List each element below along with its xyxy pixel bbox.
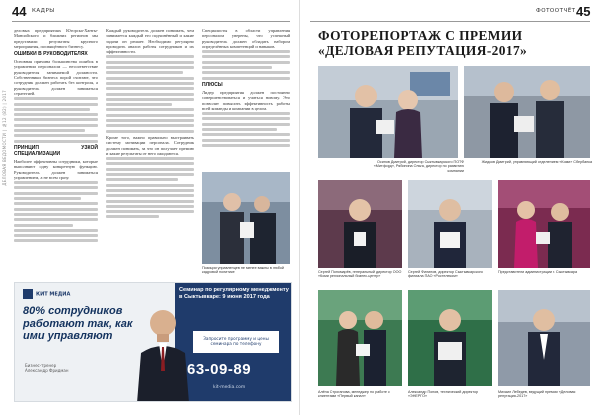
- report-title-line-1: ФОТОРЕПОРТАЖ С ПРЕМИИ: [318, 28, 523, 43]
- report-title-line-2: «ДЕЛОВАЯ РЕПУТАЦИЯ-2017»: [318, 43, 528, 58]
- caption-4: Сергей Филипов, директор Сыктывкарского филиала ПАО «Ростелеком»: [408, 270, 483, 279]
- photo-2: [464, 66, 590, 158]
- left-column-1: [14, 28, 98, 276]
- col3-paragraph-1: Специалисты в области управления персоналом уверены, что успешный руководитель должен обладать набором определённых компетенций и навыков.: [202, 28, 290, 49]
- col2-paragraph-2: Кроме того, важно правильно выстраивать систему мотивации персонала. Сотрудник должен понимать, за что он получает премию и какие результаты от него ожидаются.: [106, 134, 194, 156]
- left-page-number: 44: [12, 4, 27, 19]
- col1-heading-1: ОШИБКИ В РУКОВОДИТЕЛЯХ: [14, 51, 88, 58]
- caption-8: Михаил Лебедев, ведущий премии «Деловая репутация-2017»: [498, 390, 576, 399]
- award-photo-left-image: [202, 172, 290, 264]
- ad-logo: [23, 289, 70, 299]
- left-side-text: ДЕЛОВАЯ ВЕДОМОСТИ | №12 (82) | 2017: [2, 90, 7, 186]
- col3-paragraph-2: Лидер предприятия должен постоянно совершенствоваться и учиться новому. Это позволит повысить эффективность работы всей команды и компании в целом.: [202, 89, 290, 111]
- ad-trainer: [25, 363, 68, 373]
- ad-call-to-action: Запросите программу и цены семинара по телефону: [193, 331, 279, 353]
- left-column-3: [202, 28, 290, 168]
- caption-7: Александр Попов, технический директор «ЭНЕРГО»: [408, 390, 479, 399]
- right-header-rule: [310, 21, 590, 22]
- photo-8-image: [498, 290, 590, 386]
- award-photo-left: [202, 172, 290, 264]
- ad-logo-text: КИТ МЕДИА: [36, 291, 71, 298]
- report-title: [318, 28, 588, 58]
- photo-1: [318, 66, 458, 158]
- photo-5: [498, 180, 590, 268]
- col2-paragraph-1: Каждый руководитель должен понимать, чем занимается каждый его подчинённый и какие задачи он решает. Необходимо регулярно проводить анализ работы сотрудников и их эффективности.: [106, 28, 194, 55]
- col3-text-lines: [202, 50, 290, 79]
- left-section-label: КАДРЫ: [32, 8, 55, 14]
- ad-quote: 80% сотрудников работают так, как ими управляют: [23, 305, 133, 342]
- caption-1: Осипов Дмитрий, директор Сыктывкарского ПОТФ «Митфорд», Рябинина Ольга, директор по развитию компании: [373, 160, 464, 173]
- award-photo-left-caption: Позиции управленцев не менее важны в любой кадровой политике: [202, 266, 284, 275]
- left-column-2: [106, 28, 194, 276]
- caption-2: Жидков Дмитрий, управляющий отделением «Коми» Сбербанка: [481, 160, 592, 164]
- col3-heading-1: ПЛЮСЫ: [202, 81, 223, 88]
- ad-website[interactable]: kit-media.com: [213, 385, 246, 390]
- col1-text-lines: [14, 97, 98, 142]
- col3-text-lines-2: [202, 112, 290, 147]
- ad-trainer-photo: [133, 301, 193, 402]
- col1-heading-2: ПРИНЦИП УЗКОЙ СПЕЦИАЛИЗАЦИИ: [14, 144, 98, 157]
- kit-media-logo-icon: [23, 289, 33, 299]
- right-section-label: ФОТООТЧЁТ: [536, 8, 576, 14]
- ad-trainer-label: Бизнес-тренер: [25, 363, 57, 368]
- caption-6: Алёна Строганова, менеджер по работе с клиентами «Первый канал»: [318, 390, 390, 399]
- col2-text-lines-2: [106, 157, 194, 218]
- photo-8: [498, 290, 590, 386]
- photo-1-image: [318, 66, 458, 158]
- photo-7-image: [408, 290, 492, 386]
- col2-text-lines: [106, 55, 194, 132]
- col1-paragraph-2: Наиболее эффективны сотрудники, которые выполняют одну конкретную функцию. Руководитель должен заниматься управлением, а не всем сразу.: [14, 158, 98, 180]
- col1-paragraph-1: Основная причина большинства ошибок в управлении персоналом — несоответствие руководителя занимаемой должности. Собственники бизнеса порой считают, что сотрудник должен работать без контроля, а руководитель должен заниматься стратегией.: [14, 59, 98, 96]
- seminar-ad-banner[interactable]: [14, 282, 292, 402]
- ad-phone-number[interactable]: 63-09-89: [187, 361, 252, 378]
- caption-3: Сергей Пономарёв, генеральный директор ООО «Коми региональный бизнес-центр»: [318, 270, 402, 279]
- photo-7: [408, 290, 492, 386]
- caption-5: Представители администрации г. Сыктывкара: [498, 270, 578, 274]
- photo-3: [318, 180, 402, 268]
- col1-intro: деловых предприятиях Югорска-Ханты-Мансийского и ближних регионов мы представили результаты крупного мероприятия, посвящённого бизнесу.: [14, 28, 98, 49]
- photo-3-image: [318, 180, 402, 268]
- photo-2-image: [464, 66, 590, 158]
- left-header-rule: [12, 21, 290, 22]
- ad-seminar-title: Семинар по регулярному менеджменту в Сыктывкаре: 9 июня 2017 года: [179, 287, 289, 300]
- photo-6-image: [318, 290, 402, 386]
- photo-6: [318, 290, 402, 386]
- ad-trainer-name: Александр Фридман: [25, 368, 69, 373]
- photo-5-image: [498, 180, 590, 268]
- right-page-number: 45: [576, 4, 591, 19]
- photo-4-image: [408, 180, 492, 268]
- col1-text-lines-2: [14, 181, 98, 242]
- photo-4: [408, 180, 492, 268]
